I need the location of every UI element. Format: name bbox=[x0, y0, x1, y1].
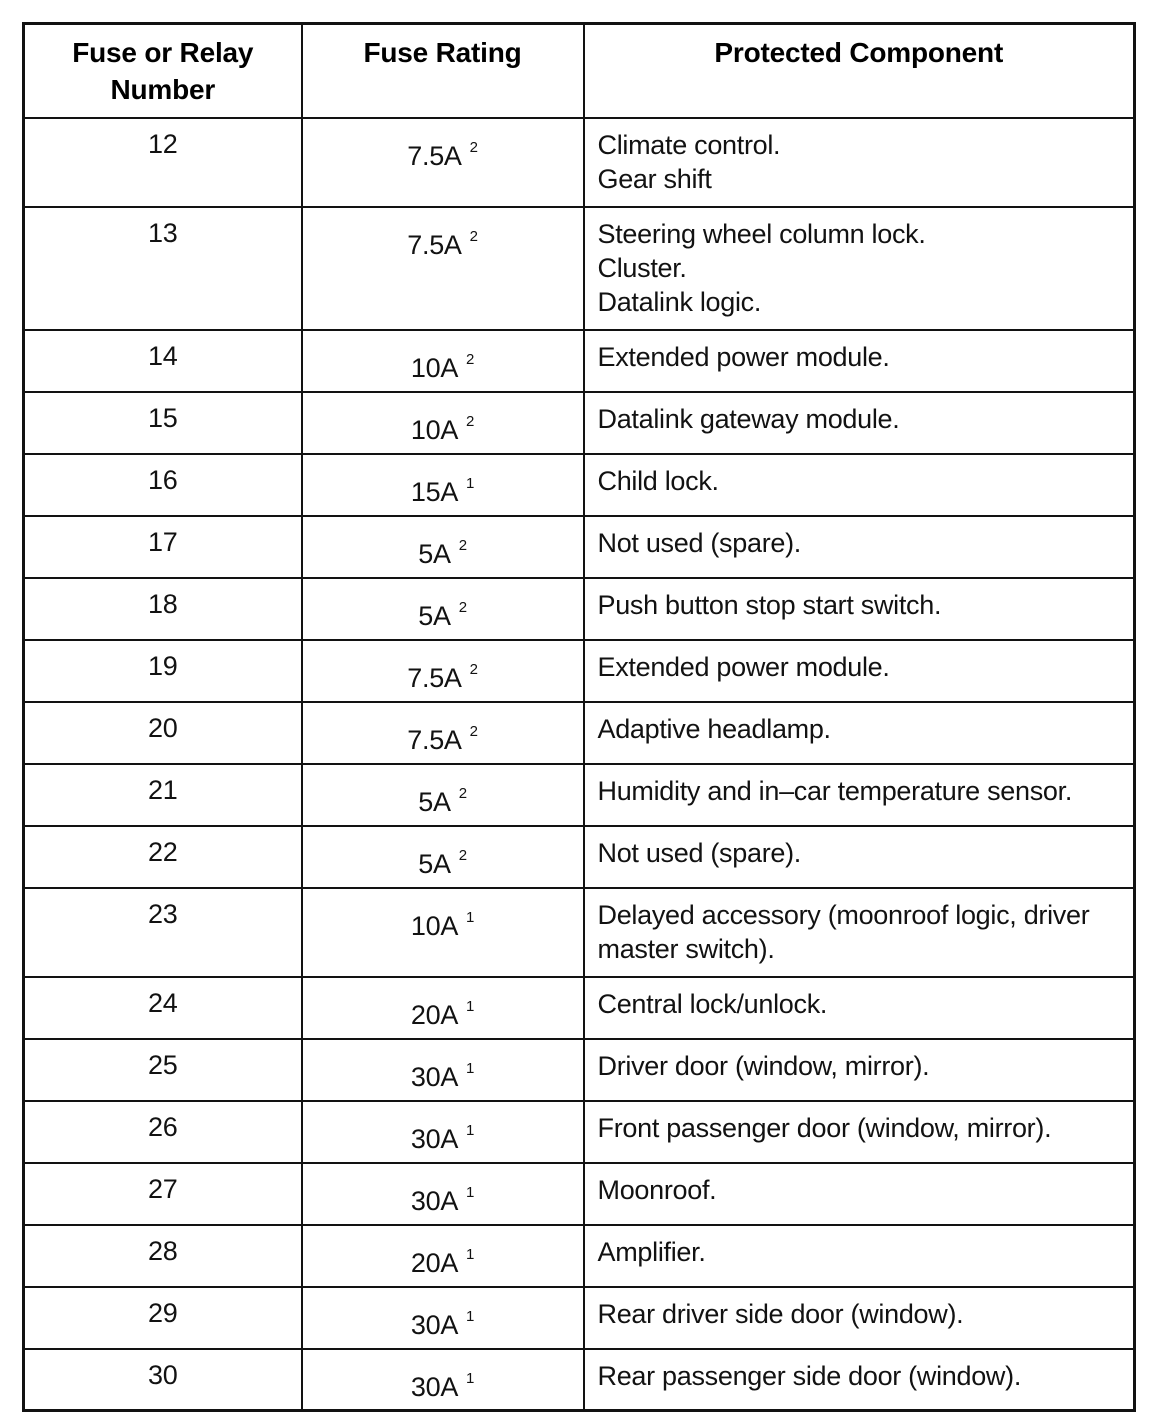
table-row bbox=[24, 640, 1135, 702]
protected-component-cell bbox=[584, 1225, 1135, 1287]
fuse-rating-cell bbox=[302, 888, 584, 977]
header-fuse-or-relay-number: Fuse or Relay Number bbox=[24, 24, 302, 118]
fuse-rating-footnote: 1 bbox=[466, 908, 475, 926]
fuse-rating-value: 10A bbox=[410, 352, 459, 383]
fuse-rating-value: 30A bbox=[410, 1309, 459, 1340]
protected-component-cell bbox=[584, 1039, 1135, 1101]
fuse-rating-value: 7.5A bbox=[407, 662, 462, 693]
table-row bbox=[24, 454, 1135, 516]
component-line: Humidity and in–car temperature sensor. bbox=[597, 775, 1073, 806]
fuse-rating-cell bbox=[302, 826, 584, 888]
fuse-rating-cell bbox=[302, 1349, 584, 1411]
fuse-number-cell: 19 bbox=[24, 640, 302, 702]
fuse-number-cell: 13 bbox=[24, 207, 302, 330]
header-protected-component: Protected Component bbox=[584, 24, 1135, 118]
component-line: Moonroof. bbox=[597, 1174, 717, 1205]
component-line: Climate control. bbox=[597, 129, 781, 160]
protected-component-cell bbox=[584, 454, 1135, 516]
table-row bbox=[24, 578, 1135, 640]
fuse-rating-cell bbox=[302, 702, 584, 764]
fuse-rating-cell bbox=[302, 516, 584, 578]
table-row bbox=[24, 888, 1135, 977]
fuse-number-cell: 18 bbox=[24, 578, 302, 640]
fuse-number-cell: 20 bbox=[24, 702, 302, 764]
fuse-rating-value: 30A bbox=[410, 1061, 459, 1092]
fuse-rating-value: 7.5A bbox=[407, 140, 462, 171]
table-row bbox=[24, 1039, 1135, 1101]
protected-component-cell bbox=[584, 977, 1135, 1039]
fuse-rating-footnote: 1 bbox=[466, 1183, 475, 1201]
fuse-number-cell: 15 bbox=[24, 392, 302, 454]
protected-component-cell bbox=[584, 1287, 1135, 1349]
fuse-rating-cell bbox=[302, 1163, 584, 1225]
fuse-rating-value: 20A bbox=[410, 999, 459, 1030]
protected-component-cell bbox=[584, 888, 1135, 977]
fuse-rating-cell bbox=[302, 1039, 584, 1101]
fuse-number-cell: 24 bbox=[24, 977, 302, 1039]
protected-component-cell bbox=[584, 826, 1135, 888]
table-row bbox=[24, 207, 1135, 330]
fuse-rating-cell bbox=[302, 118, 584, 207]
fuse-rating-footnote: 2 bbox=[458, 846, 467, 864]
component-line: Extended power module. bbox=[597, 651, 890, 682]
fuse-number-cell: 23 bbox=[24, 888, 302, 977]
fuse-number-cell: 21 bbox=[24, 764, 302, 826]
fuse-table-body bbox=[24, 118, 1135, 1411]
fuse-rating-value: 30A bbox=[410, 1123, 459, 1154]
table-row bbox=[24, 1287, 1135, 1349]
table-header-row bbox=[24, 24, 1135, 118]
protected-component-cell bbox=[584, 1163, 1135, 1225]
protected-component-cell bbox=[584, 207, 1135, 330]
fuse-rating-cell bbox=[302, 207, 584, 330]
fuse-rating-footnote: 1 bbox=[466, 1245, 475, 1263]
protected-component-cell bbox=[584, 1349, 1135, 1411]
fuse-rating-value: 10A bbox=[410, 910, 459, 941]
component-line: Cluster. bbox=[597, 252, 687, 283]
fuse-rating-footnote: 2 bbox=[458, 598, 467, 616]
fuse-rating-footnote: 1 bbox=[466, 474, 475, 492]
fuse-rating-cell bbox=[302, 392, 584, 454]
fuse-rating-value: 30A bbox=[410, 1185, 459, 1216]
table-row bbox=[24, 392, 1135, 454]
fuse-rating-value: 5A bbox=[418, 600, 451, 631]
fuse-rating-footnote: 1 bbox=[466, 1121, 475, 1139]
fuse-rating-value: 30A bbox=[410, 1371, 459, 1402]
table-row bbox=[24, 1225, 1135, 1287]
component-line: Not used (spare). bbox=[597, 527, 801, 558]
fuse-rating-value: 7.5A bbox=[407, 724, 462, 755]
fuse-rating-value: 5A bbox=[418, 538, 451, 569]
fuse-rating-footnote: 2 bbox=[469, 660, 478, 678]
fuse-number-cell: 26 bbox=[24, 1101, 302, 1163]
fuse-rating-footnote: 1 bbox=[466, 1369, 475, 1387]
fuse-box-table bbox=[22, 22, 1136, 1412]
component-line: Steering wheel column lock. bbox=[597, 218, 926, 249]
component-line: Rear passenger side door (window). bbox=[597, 1360, 1022, 1391]
fuse-rating-cell bbox=[302, 1225, 584, 1287]
component-line: Central lock/unlock. bbox=[597, 988, 828, 1019]
component-line: Datalink logic. bbox=[597, 286, 762, 317]
protected-component-cell bbox=[584, 330, 1135, 392]
protected-component-cell bbox=[584, 392, 1135, 454]
component-line: Rear driver side door (window). bbox=[597, 1298, 964, 1329]
component-line: Amplifier. bbox=[597, 1236, 706, 1267]
table-row bbox=[24, 826, 1135, 888]
fuse-number-cell: 14 bbox=[24, 330, 302, 392]
component-line: Datalink gateway module. bbox=[597, 403, 900, 434]
protected-component-cell bbox=[584, 1101, 1135, 1163]
table-row bbox=[24, 1163, 1135, 1225]
fuse-rating-footnote: 2 bbox=[466, 350, 475, 368]
protected-component-cell bbox=[584, 118, 1135, 207]
component-line: Gear shift bbox=[597, 163, 712, 194]
protected-component-cell bbox=[584, 702, 1135, 764]
component-line: Child lock. bbox=[597, 465, 719, 496]
table-row bbox=[24, 977, 1135, 1039]
protected-component-cell bbox=[584, 764, 1135, 826]
fuse-rating-value: 5A bbox=[418, 786, 451, 817]
fuse-number-cell: 29 bbox=[24, 1287, 302, 1349]
fuse-rating-cell bbox=[302, 640, 584, 702]
fuse-number-cell: 22 bbox=[24, 826, 302, 888]
fuse-number-cell: 27 bbox=[24, 1163, 302, 1225]
table-row bbox=[24, 118, 1135, 207]
fuse-rating-cell bbox=[302, 764, 584, 826]
protected-component-cell bbox=[584, 516, 1135, 578]
table-row bbox=[24, 764, 1135, 826]
fuse-rating-footnote: 2 bbox=[458, 536, 467, 554]
fuse-rating-cell bbox=[302, 454, 584, 516]
component-line: Front passenger door (window, mirror). bbox=[597, 1112, 1052, 1143]
component-line: Push button stop start switch. bbox=[597, 589, 942, 620]
header-fuse-rating: Fuse Rating bbox=[302, 24, 584, 118]
fuse-rating-value: 5A bbox=[418, 848, 451, 879]
fuse-rating-value: 7.5A bbox=[407, 229, 462, 260]
fuse-rating-value: 20A bbox=[410, 1247, 459, 1278]
table-row bbox=[24, 1349, 1135, 1411]
component-line: Not used (spare). bbox=[597, 837, 801, 868]
fuse-number-cell: 25 bbox=[24, 1039, 302, 1101]
fuse-rating-cell bbox=[302, 330, 584, 392]
fuse-rating-cell bbox=[302, 578, 584, 640]
fuse-rating-footnote: 2 bbox=[469, 138, 478, 156]
fuse-number-cell: 30 bbox=[24, 1349, 302, 1411]
table-row bbox=[24, 330, 1135, 392]
fuse-number-cell: 17 bbox=[24, 516, 302, 578]
component-line: Driver door (window, mirror). bbox=[597, 1050, 930, 1081]
table-row bbox=[24, 702, 1135, 764]
protected-component-cell bbox=[584, 640, 1135, 702]
fuse-rating-footnote: 2 bbox=[469, 722, 478, 740]
fuse-number-cell: 12 bbox=[24, 118, 302, 207]
fuse-number-cell: 16 bbox=[24, 454, 302, 516]
table-row bbox=[24, 1101, 1135, 1163]
fuse-rating-footnote: 2 bbox=[466, 412, 475, 430]
component-line: Delayed accessory (moonroof logic, driver master switch). bbox=[597, 899, 1090, 964]
fuse-rating-value: 15A bbox=[410, 476, 459, 507]
table-row bbox=[24, 516, 1135, 578]
fuse-rating-footnote: 2 bbox=[458, 784, 467, 802]
component-line: Extended power module. bbox=[597, 341, 890, 372]
fuse-number-cell: 28 bbox=[24, 1225, 302, 1287]
fuse-rating-footnote: 1 bbox=[466, 997, 475, 1015]
fuse-rating-cell bbox=[302, 1287, 584, 1349]
fuse-rating-footnote: 1 bbox=[466, 1059, 475, 1077]
fuse-rating-cell bbox=[302, 977, 584, 1039]
fuse-rating-footnote: 1 bbox=[466, 1307, 475, 1325]
fuse-rating-cell bbox=[302, 1101, 584, 1163]
component-line: Adaptive headlamp. bbox=[597, 713, 831, 744]
protected-component-cell bbox=[584, 578, 1135, 640]
fuse-rating-value: 10A bbox=[410, 414, 459, 445]
fuse-rating-footnote: 2 bbox=[469, 227, 478, 245]
